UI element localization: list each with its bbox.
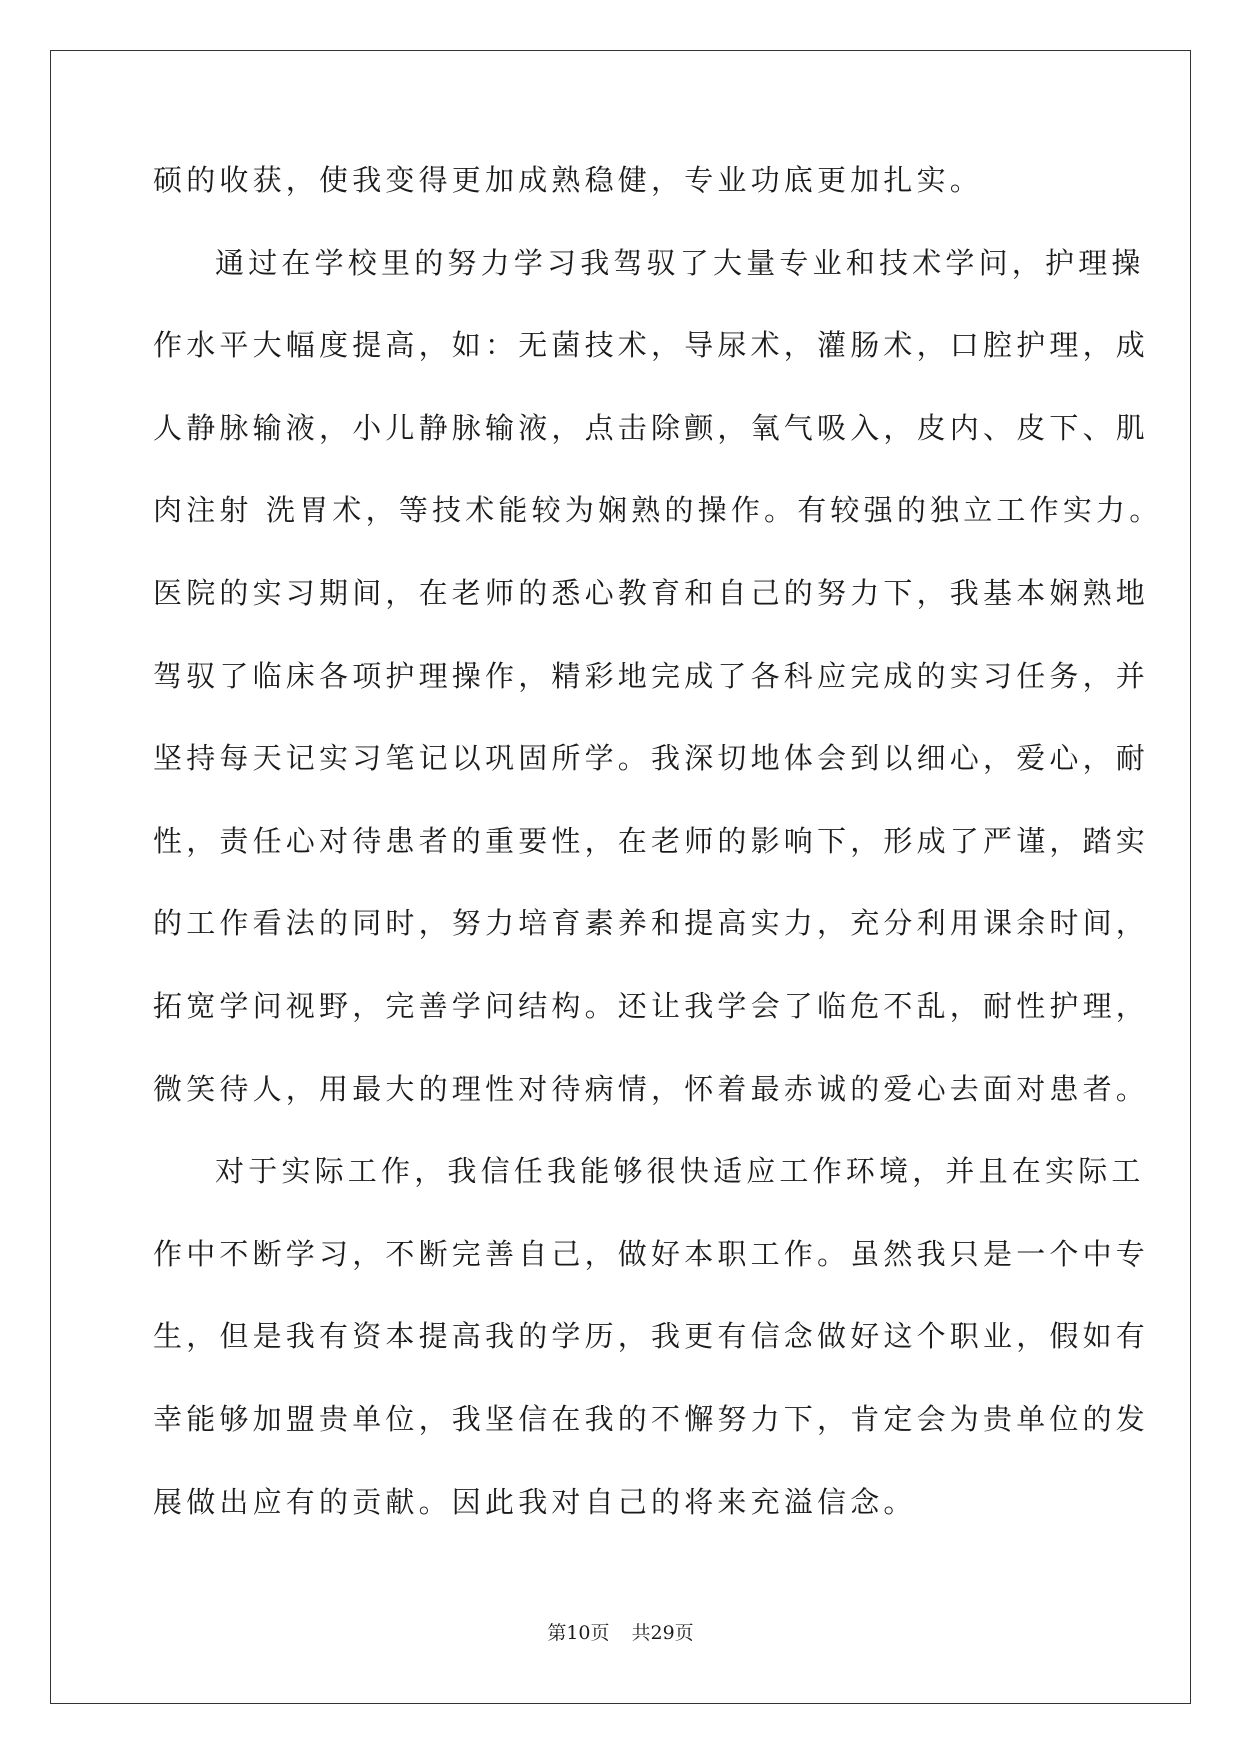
text-line: 拓宽学问视野，完善学问结构。还让我学会了临危不乱，耐性护理， bbox=[153, 988, 1150, 1023]
text-line: 的工作看法的同时，努力培育素养和提高实力，充分利用课余时间， bbox=[153, 906, 1150, 941]
paragraph-first-line: 对于实际工作，我信任我能够很快适应工作环境，并且在实际工 bbox=[215, 1154, 1145, 1189]
text-line: 作中不断学习，不断完善自己，做好本职工作。虽然我只是一个中专 bbox=[153, 1236, 1150, 1271]
text-line: 坚持每天记实习笔记以巩固所学。我深切地体会到以细心，爱心，耐 bbox=[153, 741, 1150, 776]
text-line: 微笑待人，用最大的理性对待病情，怀着最赤诚的爱心去面对患者。 bbox=[153, 1071, 1150, 1106]
page-footer bbox=[0, 1621, 1241, 1645]
text-line: 性，责任心对待患者的重要性，在老师的影响下，形成了严谨，踏实 bbox=[153, 823, 1150, 858]
text-line: 生，但是我有资本提高我的学历，我更有信念做好这个职业，假如有 bbox=[153, 1319, 1150, 1354]
text-line: 人静脉输液，小儿静脉输液，点击除颤，氧气吸入，皮内、皮下、肌 bbox=[153, 410, 1150, 445]
text-line: 展做出应有的贡献。因此我对自己的将来充溢信念。 bbox=[153, 1484, 917, 1519]
text-line: 肉注射 洗胃术，等技术能较为娴熟的操作。有较强的独立工作实力。 bbox=[153, 493, 1163, 528]
text-line: 驾驭了临床各项护理操作，精彩地完成了各科应完成的实习任务，并 bbox=[153, 658, 1150, 693]
text-line: 医院的实习期间，在老师的悉心教育和自己的努力下，我基本娴熟地 bbox=[153, 575, 1150, 610]
total-page-count: 共29页 bbox=[631, 1622, 694, 1644]
document-body bbox=[153, 160, 1163, 1564]
text-line: 幸能够加盟贵单位，我坚信在我的不懈努力下，肯定会为贵单位的发 bbox=[153, 1401, 1150, 1436]
text-line: 作水平大幅度提高，如：无菌技术，导尿术，灌肠术，口腔护理，成 bbox=[153, 328, 1150, 363]
paragraph-first-line: 通过在学校里的努力学习我驾驭了大量专业和技术学问，护理操 bbox=[215, 245, 1145, 280]
text-line: 硕的收获，使我变得更加成熟稳健，专业功底更加扎实。 bbox=[153, 163, 984, 197]
current-page-number: 第10页 bbox=[547, 1622, 610, 1644]
